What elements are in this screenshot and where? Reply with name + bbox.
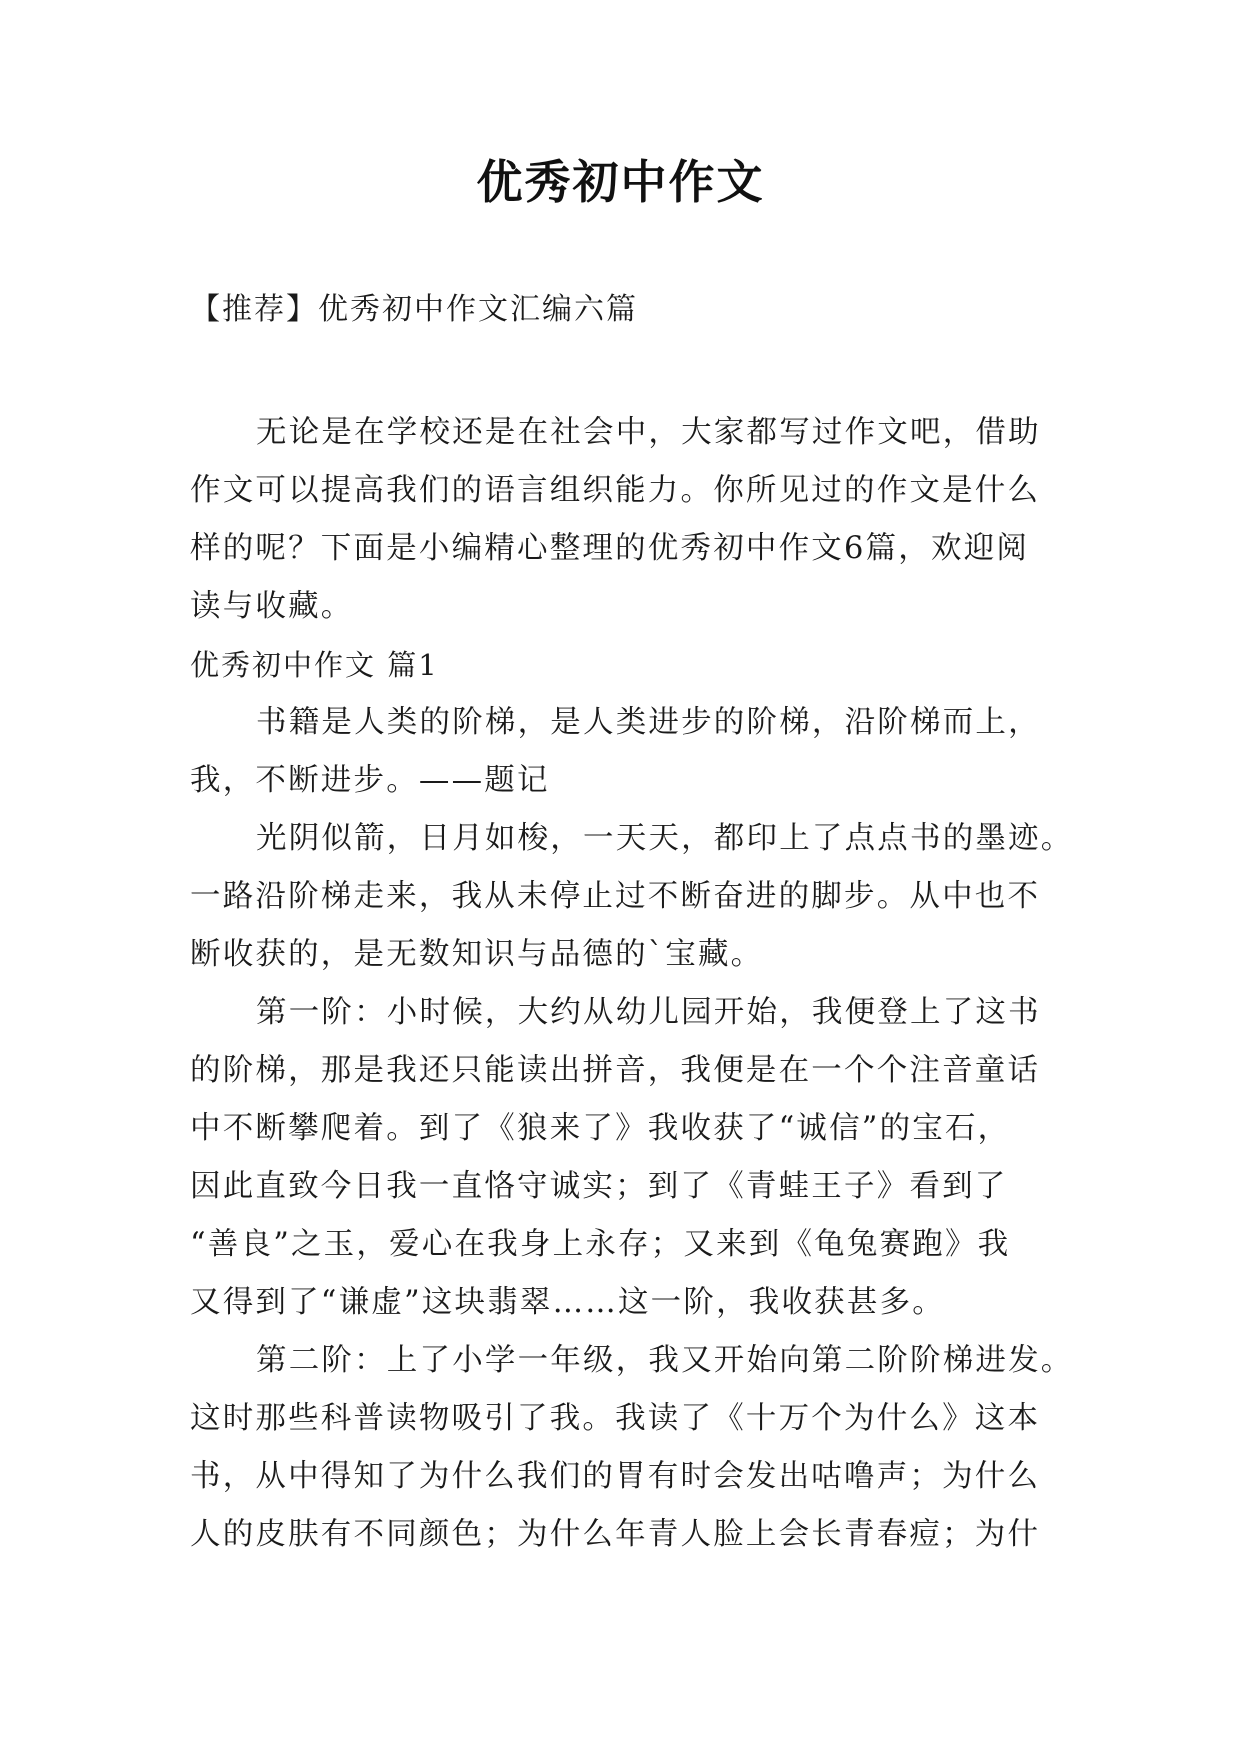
paragraph-line: 人的皮肤有不同颜色；为什么年青人脸上会长青春痘；为什 [190, 1517, 1041, 1552]
paragraph-line: 的阶梯，那是我还只能读出拼音，我便是在一个个注音童话 [190, 1053, 1041, 1088]
paragraph-line: 作文可以提高我们的语言组织能力。你所见过的作文是什么 [190, 473, 1041, 508]
paragraph-line: 无论是在学校还是在社会中，大家都写过作文吧，借助 [256, 415, 1041, 450]
paragraph-line: 又得到了“谦虚”这块翡翠……这一阶，我收获甚多。 [190, 1285, 945, 1320]
paragraph-line: 第一阶：小时候，大约从幼儿园开始，我便登上了这书 [256, 995, 1041, 1030]
document-subtitle: 【推荐】优秀初中作文汇编六篇 [190, 292, 638, 327]
section-heading: 优秀初中作文 篇1 [190, 648, 439, 682]
paragraph-line: 一路沿阶梯走来，我从未停止过不断奋进的脚步。从中也不 [190, 879, 1041, 914]
document-title: 优秀初中作文 [476, 155, 765, 209]
paragraph-line: 中不断攀爬着。到了《狼来了》我收获了“诚信”的宝石， [190, 1111, 1011, 1146]
paragraph-line: 样的呢？下面是小编精心整理的优秀初中作文6篇，欢迎阅 [190, 531, 1030, 566]
paragraph-line: 我，不断进步。——题记 [190, 763, 550, 798]
paragraph-line: 光阴似箭，日月如梭，一天天，都印上了点点书的墨迹。 [256, 821, 1074, 856]
paragraph-line: 书，从中得知了为什么我们的胃有时会发出咕噜声；为什么 [190, 1459, 1041, 1494]
document-body [190, 404, 1074, 1564]
paragraph-line: 因此直致今日我一直恪守诚实；到了《青蛙王子》看到了 [190, 1169, 1008, 1204]
paragraph-line: 这时那些科普读物吸引了我。我读了《十万个为什么》这本 [190, 1401, 1041, 1436]
paragraph-line: 断收获的，是无数知识与品德的`宝藏。 [190, 937, 764, 972]
paragraph-line: “善良”之玉，爱心在我身上永存；又来到《龟兔赛跑》我 [190, 1227, 1011, 1262]
paragraph-line: 读与收藏。 [190, 589, 354, 624]
paragraph-line: 第二阶：上了小学一年级，我又开始向第二阶阶梯进发。 [256, 1343, 1074, 1378]
paragraph-line: 书籍是人类的阶梯，是人类进步的阶梯，沿阶梯而上， [256, 705, 1041, 740]
